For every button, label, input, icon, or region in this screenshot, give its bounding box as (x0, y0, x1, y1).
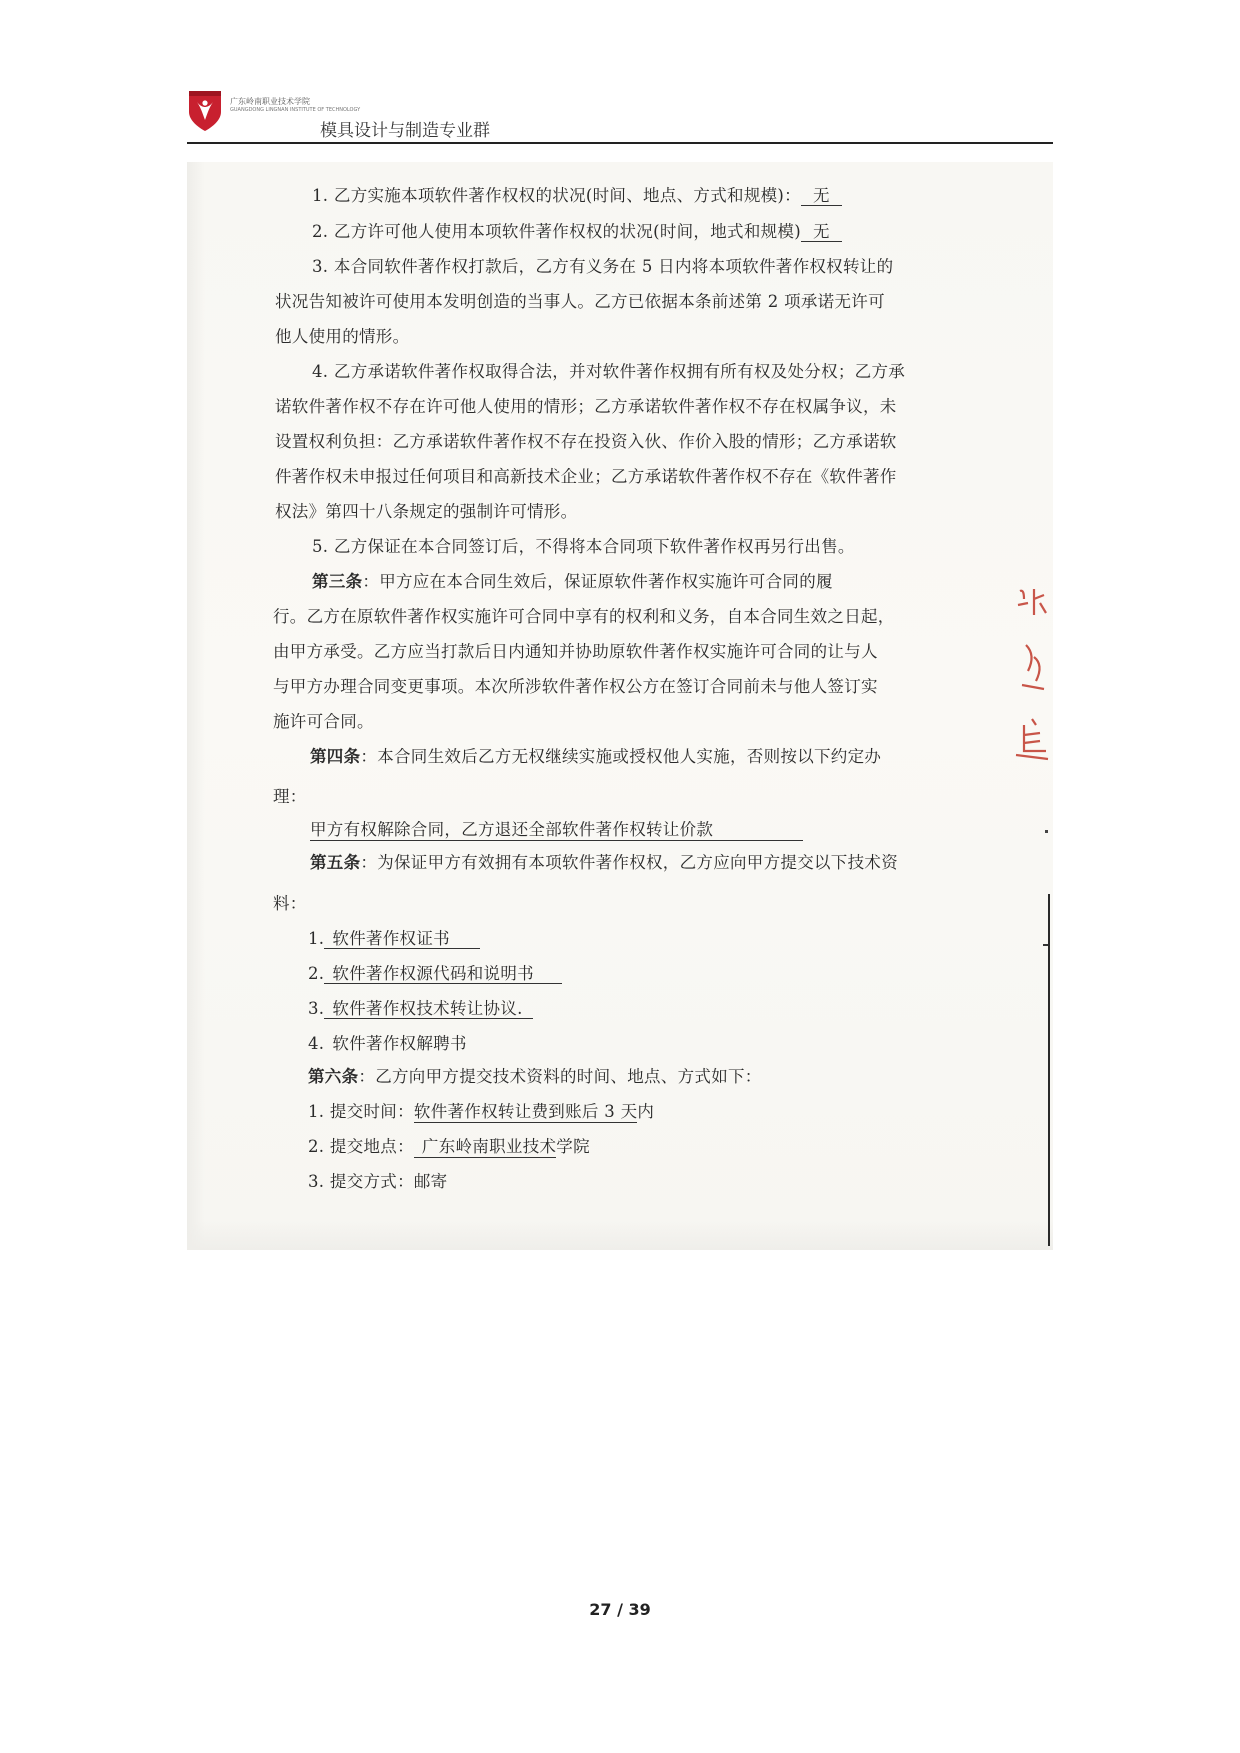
filled-value: 无 (801, 222, 842, 242)
scan-shadow-bottom (187, 1220, 1053, 1250)
red-seal-stamp (1014, 585, 1050, 775)
text-line (310, 746, 881, 768)
text-line: 诺软件著作权不存在许可他人使用的情形；乙方承诺软件著作权不存在权属争议，未 (275, 397, 897, 416)
text-line (308, 1066, 762, 1088)
filled-value: 软件著作权技术转让协议. (324, 999, 532, 1019)
text-line: 施许可合同。 (273, 712, 374, 731)
text-line: 由甲方承受。乙方应当打款后日内通知并协助原软件著作权实施许可合同的让与人 (273, 642, 878, 661)
college-logo (188, 90, 222, 132)
filled-value: 软件著作权源代码和说明书 (324, 964, 562, 984)
list-number: 4. (308, 1034, 325, 1053)
text-segment: 1. 乙方实施本项软件著作权权的状况(时间、地点、方式和规模)： (312, 186, 801, 205)
clause-heading: 第五条 (310, 853, 361, 872)
clause-heading: 第四条 (310, 747, 361, 766)
text-line (308, 1101, 654, 1123)
scan-mark (1043, 944, 1048, 946)
clause-heading: 第六条 (308, 1067, 359, 1086)
text-line: 状况告知被许可使用本发明创造的当事人。乙方已依据本条前述第 2 项承诺无许可 (275, 292, 885, 311)
list-item (308, 1033, 467, 1055)
text-line: 3. 提交方式：邮寄 (308, 1172, 448, 1191)
filled-value: 甲方有权解除合同，乙方退还全部软件著作权转让价款 (310, 820, 803, 841)
institution-name-en: GUANGDONG LINGNAN INSTITUTE OF TECHNOLOGY (230, 107, 361, 113)
text-line: 3. 本合同软件著作权打款后，乙方有义务在 5 日内将本项软件著作权权转让的 (312, 257, 894, 276)
header-divider (187, 142, 1053, 144)
filled-value: 软件著作权证书 (324, 929, 480, 949)
text-segment: ：为保证甲方有效拥有本项软件著作权权，乙方应向甲方提交以下技术资 (360, 853, 899, 872)
text-segment: 1. 提交时间： (308, 1102, 414, 1121)
text-line (312, 571, 833, 593)
text-line: 与甲方办理合同变更事项。本次所涉软件著作权公方在签订合同前未与他人签订实 (273, 677, 878, 696)
text-line (312, 221, 842, 243)
list-item (308, 928, 480, 950)
scan-shadow (187, 162, 205, 1250)
filled-value: 广东岭南职业技术 (414, 1137, 556, 1158)
page-number: 27 / 39 (589, 1600, 651, 1619)
filled-value: 软件著作权解聘书 (332, 1034, 467, 1053)
page-header (0, 0, 1240, 150)
text-line: 设置权利负担：乙方承诺软件著作权不存在投资入伙、作价入股的情形；乙方承诺软 (275, 432, 897, 451)
text-line: 4. 乙方承诺软件著作权取得合法，并对软件著作权拥有所有权及处分权；乙方承 (312, 362, 906, 381)
page-title: 模具设计与制造专业群 (320, 121, 490, 141)
list-item (308, 963, 562, 985)
text-line: 权法》第四十八条规定的强制许可情形。 (275, 502, 578, 521)
text-segment: ：甲方应在本合同生效后，保证原软件著作权实施许可合同的履 (362, 572, 833, 591)
text-line (308, 1136, 590, 1158)
scan-edge-line (1048, 894, 1050, 1246)
text-segment: ：本合同生效后乙方无权继续实施或授权他人实施，否则按以下约定办 (360, 747, 882, 766)
institution-name-cn: 广东岭南职业技术学院 (230, 97, 310, 106)
clause-heading: 第三条 (312, 572, 363, 591)
text-segment: 学院 (556, 1137, 590, 1156)
text-line (310, 852, 898, 874)
text-segment: ：乙方向甲方提交技术资料的时间、地点、方式如下： (358, 1067, 762, 1086)
text-segment: 内 (637, 1102, 655, 1121)
scan-mark (1045, 830, 1048, 833)
filled-value: 软件著作权转让费到账后 3 天 (413, 1102, 638, 1121)
text-line (310, 819, 803, 841)
list-number: 1. (308, 929, 325, 948)
text-line: 5. 乙方保证在本合同签订后，不得将本合同项下软件著作权再另行出售。 (312, 537, 855, 556)
text-line: 料： (273, 894, 307, 913)
text-segment: 2. 提交地点： (308, 1137, 414, 1156)
text-line: 他人使用的情形。 (275, 327, 410, 346)
filled-value: 无 (801, 186, 842, 206)
list-item (308, 998, 533, 1020)
text-line: 理： (273, 787, 307, 806)
list-number: 3. (308, 999, 325, 1018)
text-line: 件著作权未申报过任何项目和高新技术企业；乙方承诺软件著作权不存在《软件著作 (275, 467, 897, 486)
list-number: 2. (308, 964, 325, 983)
text-line (312, 185, 842, 207)
text-line: 行。乙方在原软件著作权实施许可合同中享有的权利和义务，自本合同生效之日起， (273, 607, 895, 626)
text-segment: 2. 乙方许可他人使用本项软件著作权权的状况(时间，地式和规模) (312, 222, 801, 241)
